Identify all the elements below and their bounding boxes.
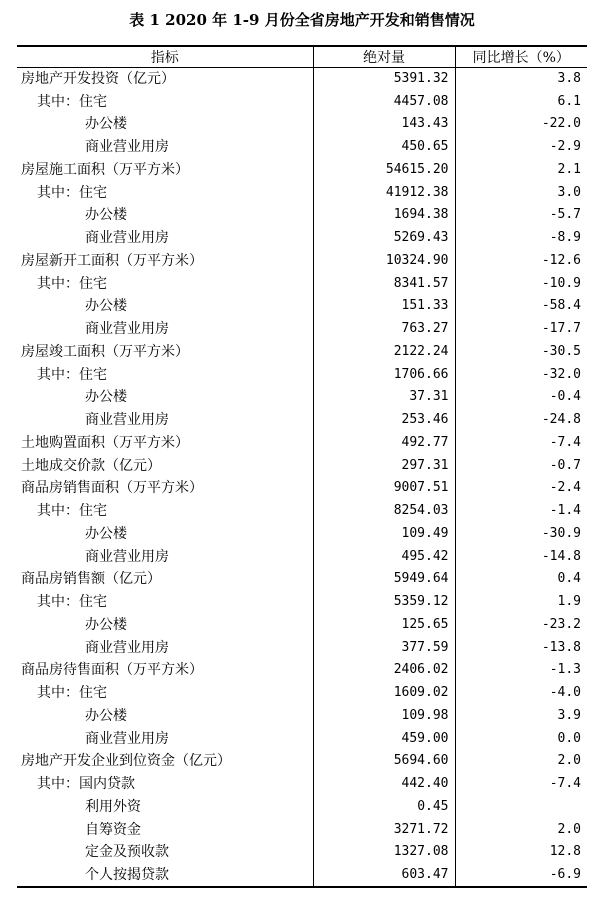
row-growth-value [455, 796, 587, 819]
table-row [17, 386, 587, 409]
table-row [17, 773, 587, 796]
table-row [17, 272, 587, 295]
row-growth-value: -2.9 [549, 139, 581, 155]
row-growth-value: -58.4 [541, 298, 581, 314]
table-row [17, 250, 587, 273]
row-absolute-value: 763.27 [313, 318, 455, 341]
row-absolute-value: 41912.38 [313, 181, 455, 204]
table-row [17, 500, 587, 523]
table-row [17, 659, 587, 682]
table-row [17, 113, 587, 136]
row-growth-value: -1.3 [549, 662, 581, 678]
table-row [17, 523, 587, 546]
table-row [17, 477, 587, 500]
row-indicator-name: 商业营业用房 [85, 321, 169, 338]
row-growth-value: -23.2 [541, 616, 581, 632]
row-growth-value: -1.4 [549, 503, 581, 519]
row-growth-value: -0.4 [549, 389, 581, 405]
row-growth-value: -14.8 [541, 548, 581, 564]
row-growth-value: 6.1 [557, 93, 581, 109]
row-absolute-value: 8341.57 [313, 272, 455, 295]
row-growth-value: -8.9 [549, 230, 581, 246]
row-growth-value: 0.0 [557, 730, 581, 746]
row-growth-value: 3.8 [557, 71, 581, 87]
table-row [17, 591, 587, 614]
row-indicator-name: 土地购置面积（万平方米） [21, 434, 189, 451]
table-row [17, 727, 587, 750]
row-indicator-name: 办公楼 [85, 207, 127, 224]
table-row [17, 864, 587, 887]
row-indicator-name: 房地产开发企业到位资金（亿元） [21, 753, 231, 770]
row-growth-value: -32.0 [541, 366, 581, 382]
table-row [17, 68, 587, 91]
table-row [17, 227, 587, 250]
row-growth-value: 12.8 [549, 844, 581, 860]
row-absolute-value: 442.40 [313, 773, 455, 796]
row-absolute-value: 495.42 [313, 545, 455, 568]
row-indicator-name: 商品房销售面积（万平方米） [21, 480, 203, 497]
row-absolute-value: 109.98 [313, 705, 455, 728]
row-absolute-value: 8254.03 [313, 500, 455, 523]
row-absolute-value: 377.59 [313, 636, 455, 659]
table-row [17, 682, 587, 705]
row-indicator-name: 房屋竣工面积（万平方米） [21, 343, 189, 360]
row-growth-value: -30.5 [541, 343, 581, 359]
row-indicator-name: 其中：住宅 [37, 685, 107, 702]
row-absolute-value: 1327.08 [313, 841, 455, 864]
table-title: 表 1 2020 年 1-9 月份全省房地产开发和销售情况 [129, 11, 475, 29]
row-indicator-name: 办公楼 [85, 616, 127, 633]
row-growth-value: 3.0 [557, 184, 581, 200]
row-absolute-value: 143.43 [313, 113, 455, 136]
table-row [17, 636, 587, 659]
row-growth-value: -2.4 [549, 480, 581, 496]
real-estate-table [17, 45, 587, 888]
row-absolute-value: 2122.24 [313, 341, 455, 364]
row-indicator-name: 其中：住宅 [37, 503, 107, 520]
table-row [17, 568, 587, 591]
row-absolute-value: 5949.64 [313, 568, 455, 591]
row-absolute-value: 5359.12 [313, 591, 455, 614]
row-absolute-value: 125.65 [313, 614, 455, 637]
row-growth-value: 0.4 [557, 571, 581, 587]
row-growth-value: 2.1 [557, 161, 581, 177]
row-growth-value: -30.9 [541, 525, 581, 541]
table-header-row [17, 46, 587, 68]
row-indicator-name: 定金及预收款 [85, 844, 169, 861]
table-row [17, 341, 587, 364]
row-indicator-name: 商业营业用房 [85, 730, 169, 747]
row-indicator-name: 其中：住宅 [37, 366, 107, 383]
row-absolute-value: 1694.38 [313, 204, 455, 227]
table-row [17, 204, 587, 227]
table-row [17, 796, 587, 819]
row-growth-value: -7.4 [549, 776, 581, 792]
row-absolute-value: 4457.08 [313, 90, 455, 113]
table-row [17, 841, 587, 864]
row-growth-value: -5.7 [549, 207, 581, 223]
row-absolute-value: 297.31 [313, 454, 455, 477]
table-row [17, 90, 587, 113]
row-indicator-name: 商业营业用房 [85, 639, 169, 656]
row-indicator-name: 房屋施工面积（万平方米） [21, 161, 189, 178]
row-indicator-name: 商品房销售额（亿元） [21, 571, 161, 588]
row-growth-value: -4.0 [549, 685, 581, 701]
row-indicator-name: 其中：国内贷款 [37, 776, 135, 793]
row-absolute-value: 37.31 [313, 386, 455, 409]
row-indicator-name: 办公楼 [85, 298, 127, 315]
row-growth-value: -6.9 [455, 864, 587, 887]
row-indicator-name: 其中：住宅 [37, 184, 107, 201]
row-indicator-name: 商品房待售面积（万平方米） [21, 662, 203, 679]
table-row [17, 181, 587, 204]
row-absolute-value: 492.77 [313, 432, 455, 455]
row-indicator-name: 其中：住宅 [37, 93, 107, 110]
row-indicator-name: 办公楼 [85, 525, 127, 542]
row-indicator-name: 商业营业用房 [85, 548, 169, 565]
row-absolute-value: 1706.66 [313, 363, 455, 386]
table-row [17, 614, 587, 637]
row-absolute-value: 10324.90 [313, 250, 455, 273]
row-growth-value: -22.0 [541, 116, 581, 132]
row-absolute-value: 5694.60 [313, 750, 455, 773]
row-absolute-value: 5269.43 [313, 227, 455, 250]
row-indicator-name: 商业营业用房 [85, 230, 169, 247]
table-row [17, 454, 587, 477]
row-absolute-value: 54615.20 [313, 159, 455, 182]
row-growth-value: 1.9 [557, 594, 581, 610]
row-absolute-value: 450.65 [313, 136, 455, 159]
row-absolute-value: 0.45 [313, 796, 455, 819]
row-indicator-name: 自筹资金 [85, 821, 141, 838]
row-absolute-value: 2406.02 [313, 659, 455, 682]
row-absolute-value: 151.33 [313, 295, 455, 318]
row-absolute-value: 5391.32 [313, 68, 455, 91]
row-growth-value: -13.8 [541, 639, 581, 655]
row-growth-value: -24.8 [541, 412, 581, 428]
row-absolute-value: 459.00 [313, 727, 455, 750]
table-row [17, 318, 587, 341]
row-indicator-name: 房屋新开工面积（万平方米） [21, 252, 203, 269]
row-indicator-name: 办公楼 [85, 707, 127, 724]
row-absolute-value: 1609.02 [313, 682, 455, 705]
table-row [17, 818, 587, 841]
table-row [17, 136, 587, 159]
table-row [17, 705, 587, 728]
row-indicator-name: 商业营业用房 [85, 412, 169, 429]
table-row [17, 363, 587, 386]
column-header-growth: 同比增长（%） [455, 46, 587, 68]
row-absolute-value: 9007.51 [313, 477, 455, 500]
column-header-absolute: 绝对量 [313, 46, 455, 68]
table-row [17, 545, 587, 568]
row-growth-value: 3.9 [557, 707, 581, 723]
table-body [17, 68, 587, 887]
column-header-indicator: 指标 [17, 46, 313, 68]
row-indicator-name: 商业营业用房 [85, 139, 169, 156]
row-growth-value: 2.0 [557, 753, 581, 769]
row-indicator-name: 个人按揭贷款 [17, 864, 313, 887]
row-indicator-name: 办公楼 [85, 389, 127, 406]
table-row [17, 409, 587, 432]
row-growth-value: -7.4 [549, 434, 581, 450]
row-absolute-value: 109.49 [313, 523, 455, 546]
row-absolute-value: 603.47 [313, 864, 455, 887]
row-indicator-name: 其中：住宅 [37, 594, 107, 611]
row-indicator-name: 利用外资 [85, 798, 141, 815]
row-indicator-name: 办公楼 [85, 116, 127, 133]
table-row [17, 432, 587, 455]
row-indicator-name: 房地产开发投资（亿元） [21, 71, 175, 88]
row-indicator-name: 其中：住宅 [37, 275, 107, 292]
row-absolute-value: 253.46 [313, 409, 455, 432]
row-growth-value: 2.0 [557, 821, 581, 837]
table-row [17, 750, 587, 773]
table-row [17, 159, 587, 182]
row-growth-value: -0.7 [549, 457, 581, 473]
row-absolute-value: 3271.72 [313, 818, 455, 841]
table-row [17, 295, 587, 318]
row-growth-value: -17.7 [541, 321, 581, 337]
row-indicator-name: 土地成交价款（亿元） [21, 457, 161, 474]
row-growth-value: -10.9 [541, 275, 581, 291]
row-growth-value: -12.6 [541, 252, 581, 268]
